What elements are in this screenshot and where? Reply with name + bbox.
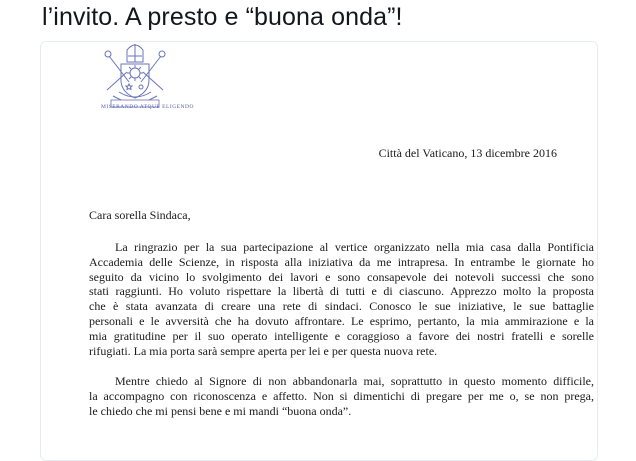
- tweet-text: l’invito. A presto e “buona onda”!: [42, 3, 403, 31]
- letter-line: che è stata avanzata di creare una rete di sindaci. Conosco le sue iniziative, le sue battaglie: [89, 299, 594, 314]
- letter-line: la accompagno con riconoscenza e affetto. Non si dimentichi di pregare per me o, se non prega,: [89, 388, 594, 403]
- tweet-media-image[interactable]: [40, 41, 598, 461]
- letter-line: personali e le avversità che ha dovuto affrontare. Le esprimo, pertanto, la mia ammirazione e la: [89, 313, 594, 328]
- letter-line: Accademia delle Scienze, in risposta alla iniziativa da me intrapresa. In entrambe le giornate ho: [89, 254, 594, 269]
- letter-line: Mentre chiedo al Signore di non abbandonarla mai, soprattutto in questo momento difficile,: [115, 374, 594, 388]
- letter-place-date: Città del Vaticano, 13 dicembre 2016: [378, 146, 557, 160]
- letter-line: stati raggiunti. Ho voluto rispettare la libertà di tutti e di ciascuno. Apprezzo molto la proposta: [89, 284, 594, 299]
- letter-line: La ringrazio per la sua partecipazione al vertice organizzato nella mia casa dalla Pontificia: [115, 240, 594, 254]
- letter-paragraph-2: [89, 374, 594, 418]
- letter-line: le chiedo che mi pensi bene e mi mandi “buona onda”.: [89, 403, 352, 418]
- letter-line: mia gratitudine per il suo operato intelligente e coraggioso a favore dei nostri fratelli e sorelle: [89, 328, 594, 343]
- papal-coat-of-arms-icon: [99, 42, 194, 110]
- letter-line: rifugiati. La mia porta sarà sempre aperta per lei e per questa nuova rete.: [89, 343, 438, 358]
- crest-motto: MISERANDO ATQUE ELIGENDO: [101, 104, 194, 110]
- letter-document: [41, 42, 597, 460]
- letter-paragraph-1: [89, 240, 594, 358]
- letter-line: seguito da vicino lo svolgimento dei lavori e sono consapevole dei notevoli successi che sono: [89, 269, 594, 284]
- letter-salutation: Cara sorella Sindaca,: [89, 208, 191, 222]
